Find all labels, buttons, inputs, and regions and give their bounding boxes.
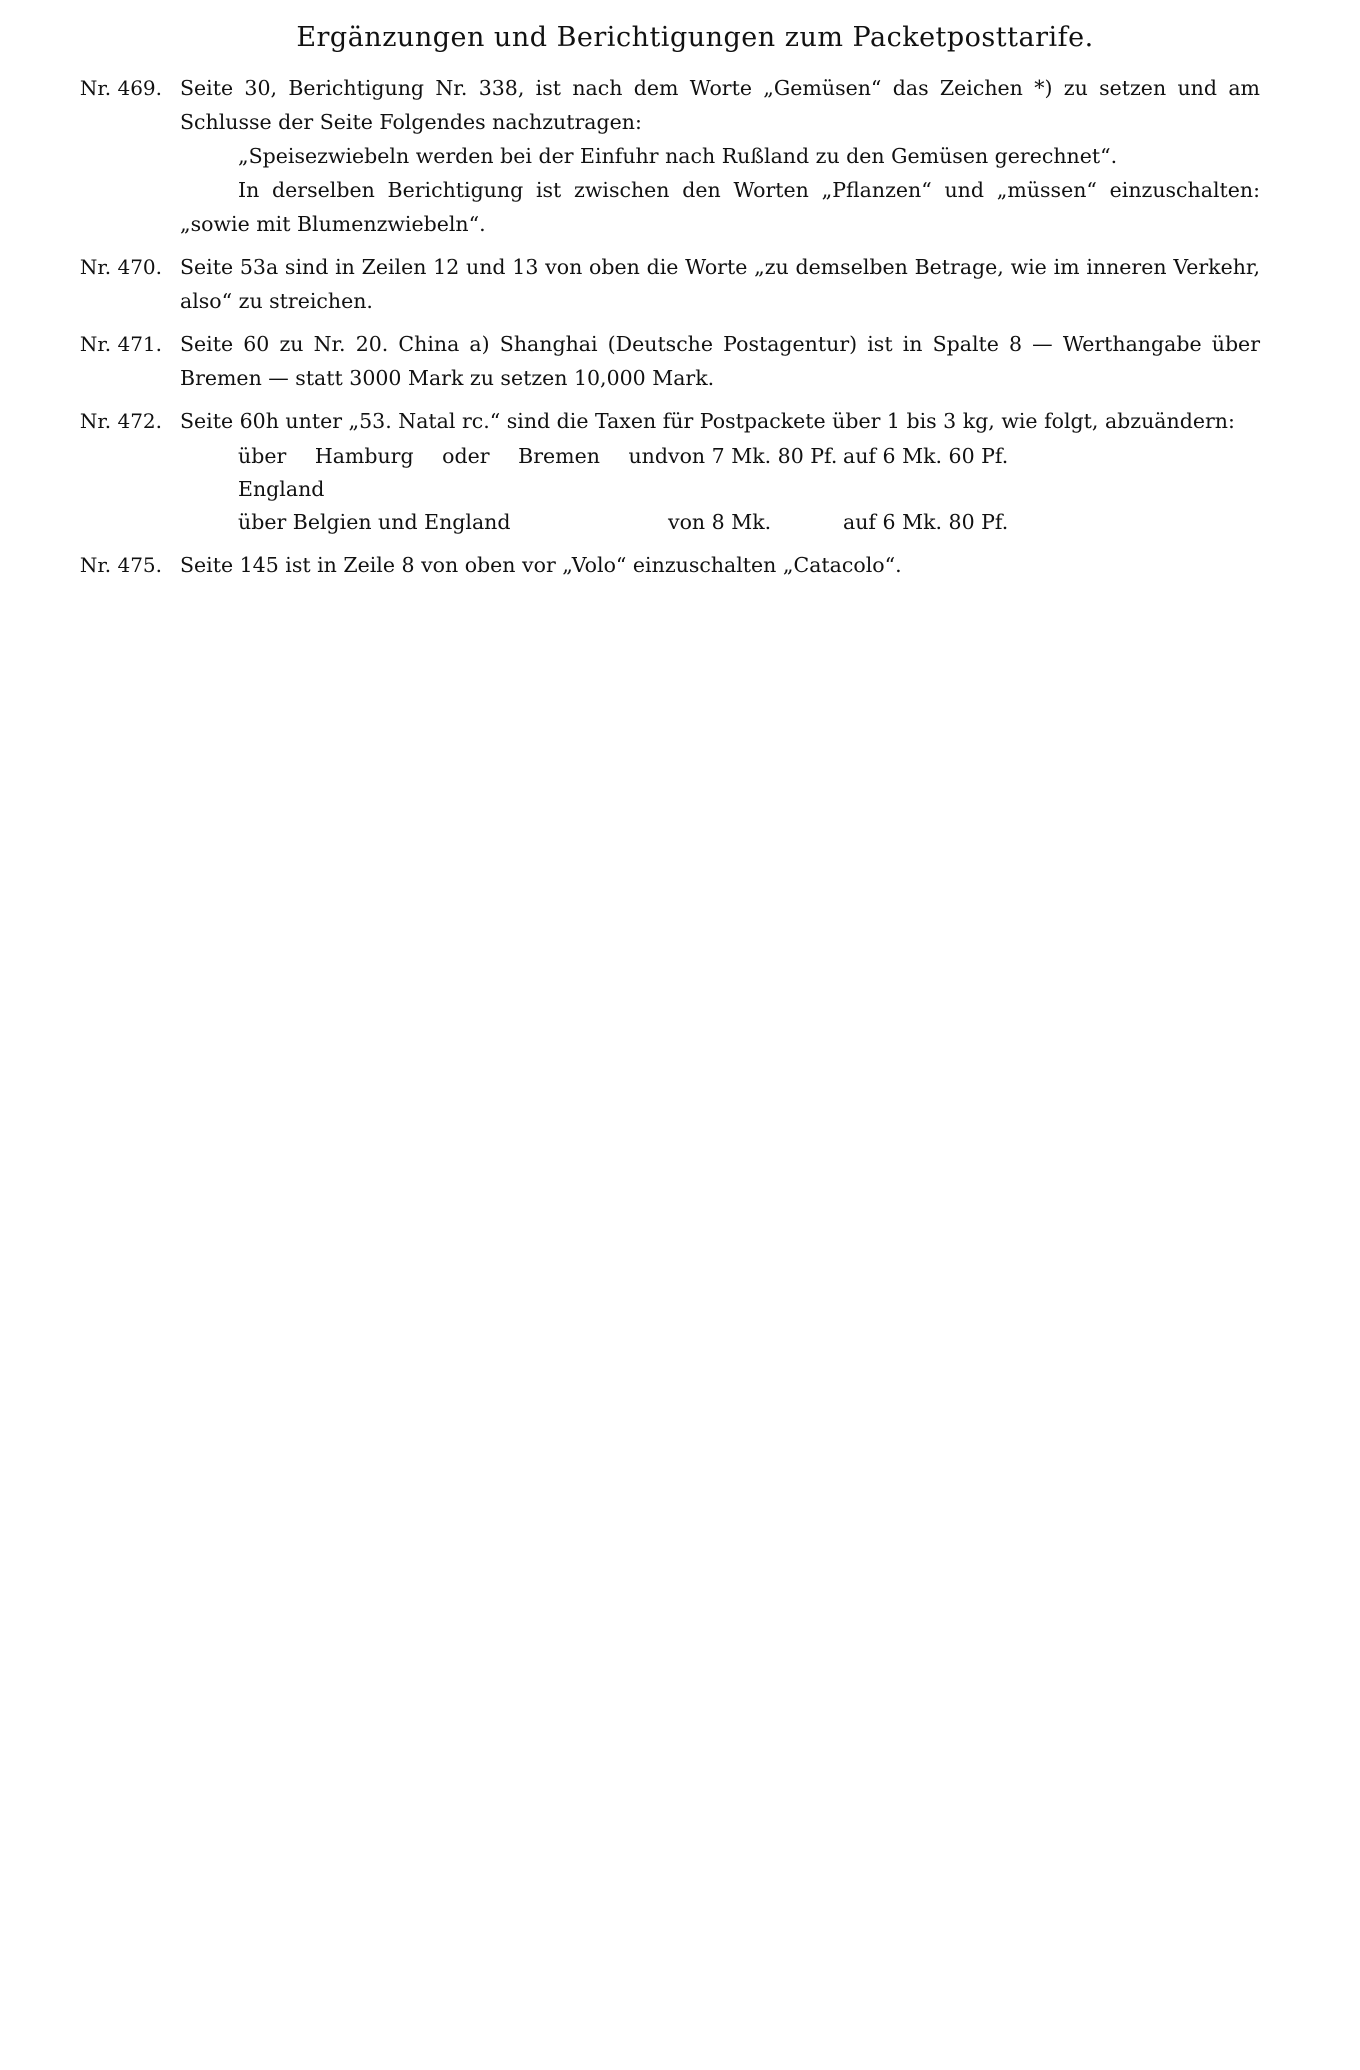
entry-number: Nr. 472. [79, 409, 162, 433]
entry-text [180, 327, 1260, 395]
table-row [238, 440, 1260, 506]
entry-paragraph: Seite 30, Berichtigung Nr. 338, ist nach dem Worte „Gemüsen“ das Zeichen *) zu setzen und am Schlusse der Seite Folgendes nachzutragen: [180, 76, 1260, 134]
list-item [40, 327, 1260, 395]
entry-text [180, 404, 1260, 539]
page-title: Ergänzungen und Berichtigungen zum Packetposttarife. [296, 22, 1094, 53]
entry-text [180, 71, 1260, 241]
tariff-route: über Belgien und England [238, 510, 511, 534]
tariff-table [180, 440, 1260, 539]
entry-number: Nr. 475. [79, 553, 162, 577]
entry-text [180, 548, 1260, 582]
entry-quote: „Speisezwiebeln werden bei der Einfuhr nach Rußland zu den Gemüsen gerechnet“. [238, 144, 1118, 168]
entry-paragraph: Seite 60 zu Nr. 20. China a) Shanghai (Deutsche Postagentur) ist in Spalte 8 — Werthangabe über Bremen — statt 3000 Mark zu setzen 10,000 Mark. [180, 332, 1260, 390]
tariff-route: über Hamburg oder Bremen und England [238, 444, 668, 501]
list-item [40, 404, 1260, 539]
entry-paragraph-after [180, 173, 1260, 241]
entry-number: Nr. 470. [79, 255, 162, 279]
list-item [40, 250, 1260, 318]
document-page [0, 22, 1360, 2070]
list-item [40, 71, 1260, 241]
entry-paragraph: Seite 145 ist in Zeile 8 von oben vor „Volo“ einzuschalten „Catacolo“. [180, 553, 902, 577]
entry-number: Nr. 469. [79, 76, 162, 100]
entry-text [180, 250, 1260, 318]
entry-list [0, 71, 1360, 582]
list-item [40, 548, 1260, 582]
entry-paragraph-after-text: In derselben Berichtigung ist zwischen den Worten „Pflanzen“ und „müssen“ einzuschalten: „sowie mit Blumenzwiebeln“. [180, 178, 1260, 236]
tariff-old-rate: von 8 Mk. [668, 510, 772, 534]
entry-paragraph: Seite 53a sind in Zeilen 12 und 13 von oben die Worte „zu demselben Betrage, wie im inneren Verkehr, also“ zu streichen. [180, 255, 1260, 313]
table-row [238, 506, 1260, 539]
entry-number: Nr. 471. [79, 332, 162, 356]
tariff-new-rate: auf 6 Mk. 60 Pf. [843, 444, 1009, 468]
entry-paragraph: Seite 60h unter „53. Natal rc.“ sind die Taxen für Postpackete über 1 bis 3 kg, wie folgt, abzuändern: [180, 409, 1235, 433]
tariff-new-rate: auf 6 Mk. 80 Pf. [843, 510, 1009, 534]
tariff-old-rate: von 7 Mk. 80 Pf. [668, 444, 838, 468]
